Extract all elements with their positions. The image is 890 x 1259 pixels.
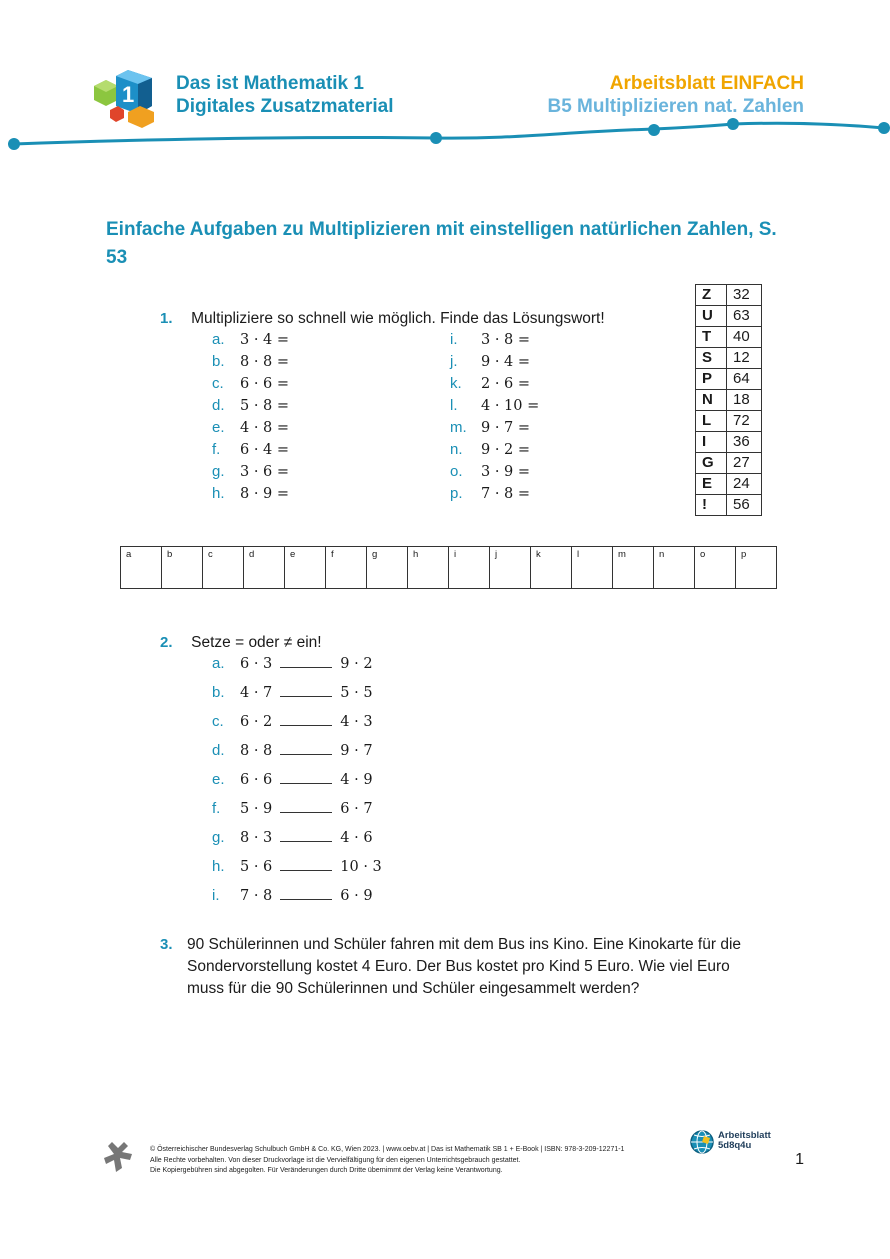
exercise-item: e. 4 · 8 =: [212, 419, 290, 436]
task3-line: muss für die 90 Schülerinnen und Schüler eingesammelt werden?: [187, 980, 640, 997]
exercise-item: l. 4 · 10 =: [450, 397, 540, 414]
page-number: 1: [795, 1151, 804, 1168]
header-wave-line: [0, 110, 890, 160]
answer-blank[interactable]: [280, 856, 332, 871]
answer-cell[interactable]: d: [244, 547, 285, 589]
answer-cell[interactable]: f: [326, 547, 367, 589]
task3-line: 90 Schülerinnen und Schüler fahren mit dem Bus ins Kino. Eine Kinokarte für die: [187, 936, 742, 953]
answer-blank[interactable]: [280, 682, 332, 697]
task-number: 3.: [160, 936, 173, 953]
key-row: L 72: [696, 411, 762, 432]
key-row: Z 32: [696, 285, 762, 306]
task-instruction: Multipliziere so schnell wie möglich. Finde das Lösungswort!: [191, 310, 605, 327]
comparison-item: i. 7 · 8 6 · 9: [212, 887, 373, 904]
answer-blank[interactable]: [280, 740, 332, 755]
key-row: G 27: [696, 453, 762, 474]
exercise-item: f. 6 · 4 =: [212, 441, 290, 458]
wave-dot: [8, 138, 20, 150]
key-row: E 24: [696, 474, 762, 495]
wave-dot: [878, 122, 890, 134]
answer-cell[interactable]: c: [203, 547, 244, 589]
book-title: Das ist Mathematik 1: [176, 73, 364, 94]
comparison-item: f. 5 · 9 6 · 7: [212, 800, 373, 817]
task3-line: Sondervorstellung kostet 4 Euro. Der Bus kostet pro Kind 5 Euro. Wie viel Euro: [187, 958, 730, 975]
footer-fees: Die Kopiergebühren sind abgegolten. Für Veränderungen durch Dritte übernimmt der Verlag keine Verantwortung.: [150, 1167, 503, 1174]
globe-icon: [688, 1128, 716, 1156]
footer-legal: [150, 1145, 624, 1177]
task2-header: [160, 632, 322, 654]
answer-cell[interactable]: l: [572, 547, 613, 589]
key-row: N 18: [696, 390, 762, 411]
comparison-item: d. 8 · 8 9 · 7: [212, 742, 373, 759]
key-row: I 36: [696, 432, 762, 453]
answer-cell[interactable]: j: [490, 547, 531, 589]
answer-blank[interactable]: [280, 711, 332, 726]
answer-cell[interactable]: p: [736, 547, 777, 589]
key-row: S 12: [696, 348, 762, 369]
wave-dot: [430, 132, 442, 144]
comparison-item: e. 6 · 6 4 · 9: [212, 771, 373, 788]
answer-cell[interactable]: n: [654, 547, 695, 589]
logo-digit: 1: [122, 82, 135, 107]
badge-code: 5d8q4u: [718, 1140, 752, 1151]
exercise-item: n. 9 · 2 =: [450, 441, 531, 458]
exercise-item: p. 7 · 8 =: [450, 485, 531, 502]
answer-cell[interactable]: o: [695, 547, 736, 589]
wave-dot: [648, 124, 660, 136]
exercise-item: d. 5 · 8 =: [212, 397, 290, 414]
answer-cell[interactable]: k: [531, 547, 572, 589]
exercise-item: k. 2 · 6 =: [450, 375, 531, 392]
comparison-item: c. 6 · 2 4 · 3: [212, 713, 373, 730]
exercise-item: i. 3 · 8 =: [450, 331, 531, 348]
task-number: 1.: [160, 310, 173, 327]
task3: [160, 934, 807, 1000]
answer-cell[interactable]: e: [285, 547, 326, 589]
answer-blank[interactable]: [280, 798, 332, 813]
exercise-item: o. 3 · 9 =: [450, 463, 531, 480]
answer-cell[interactable]: a: [121, 547, 162, 589]
page-title: Einfache Aufgaben zu Multiplizieren mit einstelligen natürlichen Zahlen, S. 53: [106, 219, 777, 268]
badge-label: Arbeitsblatt: [718, 1130, 771, 1141]
solution-key-table: [695, 284, 762, 516]
answer-cell[interactable]: g: [367, 547, 408, 589]
answer-grid: [120, 546, 777, 589]
exercise-item: g. 3 · 6 =: [212, 463, 290, 480]
comparison-item: b. 4 · 7 5 · 5: [212, 684, 373, 701]
footer-copyright: © Österreichischer Bundesverlag Schulbuch GmbH & Co. KG, Wien 2023. | www.oebv.at | Das ist Mathematik SB 1 + E-Book | ISBN: 978-3-209-12271-1: [150, 1146, 625, 1153]
comparison-item: a. 6 · 3 9 · 2: [212, 655, 373, 672]
answer-cell[interactable]: h: [408, 547, 449, 589]
comparison-item: g. 8 · 3 4 · 6: [212, 829, 373, 846]
worksheet-topic: B5 Multiplizieren nat. Zahlen: [547, 96, 804, 117]
task-instruction: Setze = oder ≠ ein!: [191, 634, 322, 651]
answer-blank[interactable]: [280, 769, 332, 784]
key-row: P 64: [696, 369, 762, 390]
key-row: U 63: [696, 306, 762, 327]
exercise-item: b. 8 · 8 =: [212, 353, 290, 370]
publisher-mark-icon: [104, 1140, 136, 1174]
key-row: ! 56: [696, 495, 762, 516]
exercise-item: a. 3 · 4 =: [212, 331, 290, 348]
footer-rights: Alle Rechte vorbehalten. Von dieser Druckvorlage ist die Vervielfältigung für den eigenen Unterrichtsgebrauch gestattet.: [150, 1156, 521, 1164]
wave-dot: [727, 118, 739, 130]
worksheet-level: Arbeitsblatt EINFACH: [609, 73, 804, 94]
task-number: 2.: [160, 634, 173, 651]
exercise-item: h. 8 · 9 =: [212, 485, 290, 502]
task1-header: [160, 308, 605, 330]
task3-text: [187, 934, 807, 1000]
key-row: T 40: [696, 327, 762, 348]
comparison-item: h. 5 · 6 10 · 3: [212, 858, 382, 875]
book-subtitle: Digitales Zusatzmaterial: [176, 96, 394, 117]
answer-cell[interactable]: m: [613, 547, 654, 589]
badge-text: [718, 1131, 771, 1151]
answer-cell[interactable]: i: [449, 547, 490, 589]
exercise-item: c. 6 · 6 =: [212, 375, 290, 392]
exercise-item: j. 9 · 4 =: [450, 353, 531, 370]
answer-cell[interactable]: b: [162, 547, 203, 589]
exercise-item: m. 9 · 7 =: [450, 419, 531, 436]
answer-blank[interactable]: [280, 885, 332, 900]
answer-blank[interactable]: [280, 827, 332, 842]
answer-blank[interactable]: [280, 653, 332, 668]
